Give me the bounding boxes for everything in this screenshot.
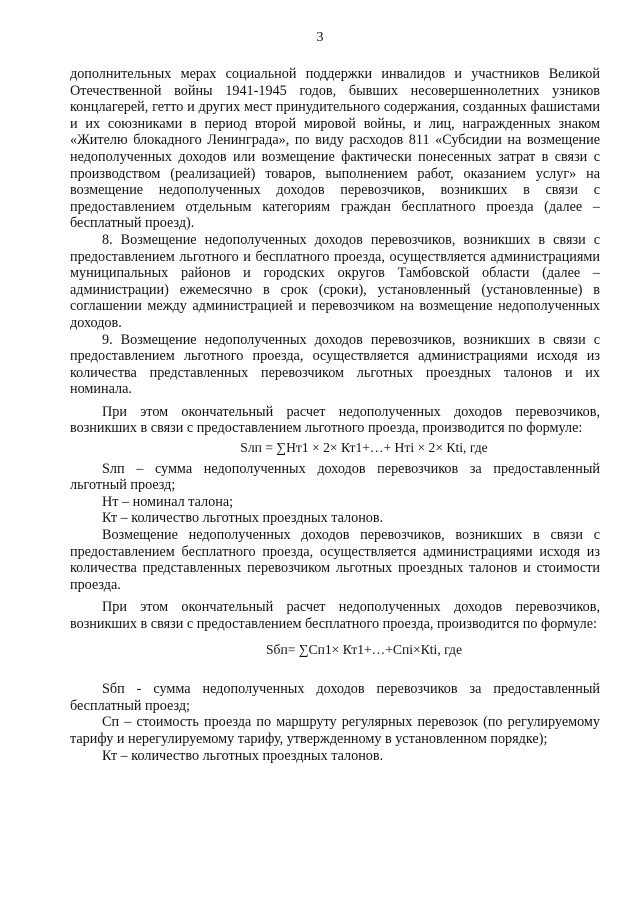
- paragraph-9: 9. Возмещение недополученных доходов перевозчиков, возникших в связи с предоставлением льготного проезда, осуществляется администрациями исходя из количества представленных перевозчиком льготных проездных талонов и их номинала.: [70, 331, 600, 398]
- formula-2: Sбп= ∑Сп1× Кт1+…+Спi×Кti, где: [266, 641, 462, 657]
- formula-1: Sлп = ∑Нт1 × 2× Кт1+…+ Нтi × 2× Кti, где: [240, 440, 488, 456]
- definition-sbp: Sбп - сумма недополученных доходов перевозчиков за предоставленный бесплатный проезд;: [70, 681, 600, 714]
- paragraph-8: 8. Возмещение недополученных доходов перевозчиков, возникших в связи с предоставлением льготного и бесплатного проезда, осуществляется администрациями муниципальных районов и городских округов Тамбовской области (далее – администрации) ежемесячно в срок (сроки), установленный (установленные) в соглашении между администрацией и перевозчиком на возмещение недополученных доходов.: [70, 231, 600, 331]
- page-number: 3: [316, 30, 324, 45]
- definition-sp: Сп – стоимость проезда по маршруту регулярных перевозок (по регулируемому тарифу и нерегулируемому тарифу, утвержденному в установленном порядке);: [70, 714, 600, 747]
- definition-kt: Кт – количество льготных проездных талонов.: [102, 510, 384, 527]
- definition-nt: Нт – номинал талона;: [102, 493, 234, 510]
- definition-slp: Sлп – сумма недополученных доходов перевозчиков за предоставленный льготный проезд;: [70, 460, 600, 494]
- paragraph-continuation: дополнительных мерах социальной поддержки инвалидов и участников Великой Отечественной войны 1941-1945 годов, бывших несовершеннолетних узников концлагерей, гетто и других мест принудительного содержания, созданных фашистами и их союзниками в период второй мировой войны, и лиц, награжденных знаком «Жителю блокадного Ленинграда», по виду расходов 811 «Субсидии на возмещение недополученных доходов или возмещение фактически понесенных затрат в связи с производством (реализацией) товаров, выполнением работ, оказанием услуг» на возмещение недополученных доходов перевозчиков, возникших в связи с предоставлением отдельным категориям граждан бесплатного проезда (далее – бесплатный проезд).: [70, 66, 600, 232]
- paragraph-formula-intro-1: При этом окончательный расчет недополученных доходов перевозчиков, возникших в связи с предоставлением льготного проезда, производится по формуле:: [70, 403, 600, 437]
- document-body: [70, 66, 600, 764]
- paragraph-free-travel: Возмещение недополученных доходов перевозчиков, возникших в связи с предоставлением бесплатного проезда, осуществляется администрациями исходя из количества представленных перевозчиком льготных проездных талонов и стоимости проезда.: [70, 527, 600, 593]
- paragraph-formula-intro-2: При этом окончательный расчет недополученных доходов перевозчиков, возникших в связи с предоставлением бесплатного проезда, производится по формуле:: [70, 599, 600, 632]
- definition-kt-2: Кт – количество льготных проездных талонов.: [102, 747, 384, 764]
